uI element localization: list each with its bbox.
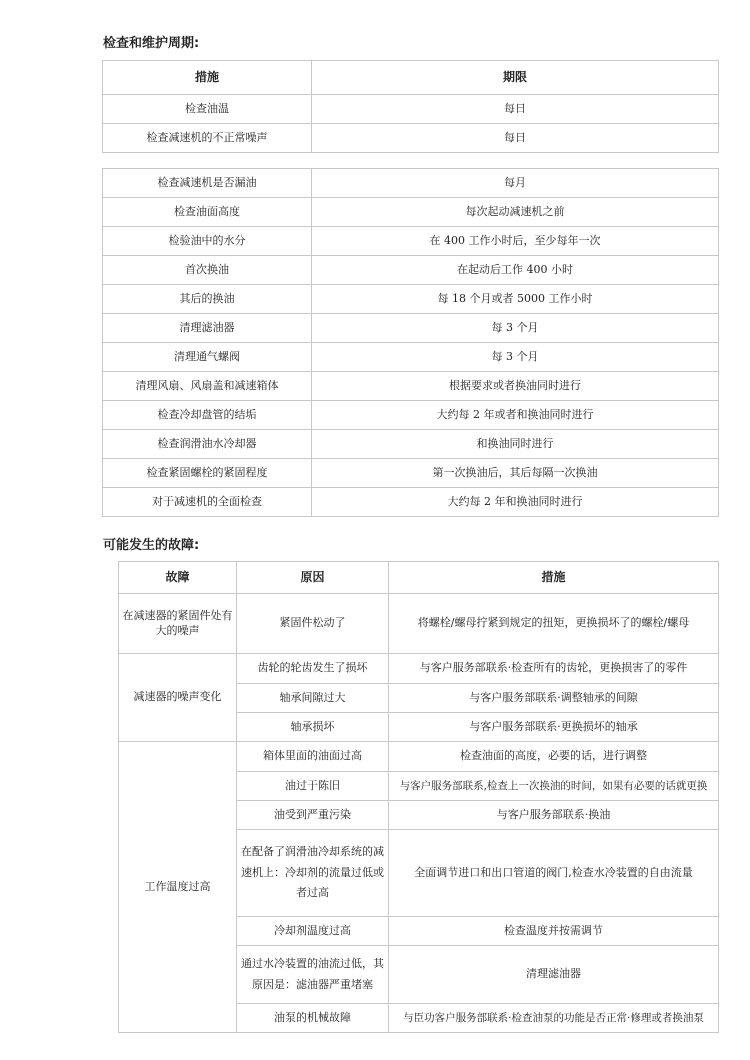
remedy-cell: 与臣功客户服务部联系·检查油泵的功能是否正常·修理或者换油泵 (389, 1004, 719, 1033)
cause-cell: 轴承损坏 (237, 713, 389, 742)
maintenance-table-top (102, 60, 719, 153)
fault-cell: 减速器的噪声变化 (119, 654, 237, 742)
remedy-cell: 与客户服务部联系·换油 (389, 801, 719, 830)
maintenance-table-bottom (102, 168, 719, 517)
measure-cell: 对于减速机的全面检查 (103, 488, 312, 517)
period-cell: 大约每 2 年或者和换油同时进行 (312, 401, 719, 430)
remedy-cell: 与客户服务部联系,检查上一次换油的时间，如果有必要的话就更换 (389, 772, 719, 801)
cause-cell: 齿轮的轮齿发生了损坏 (237, 654, 389, 684)
cause-cell: 轴承间隙过大 (237, 684, 389, 713)
remedy-cell: 与客户服务部联系·更换损坏的轴承 (389, 713, 719, 742)
cause-cell: 油泵的机械故障 (237, 1004, 389, 1033)
faults-table (118, 561, 719, 1033)
period-cell: 和换油同时进行 (312, 430, 719, 459)
cause-cell: 通过水冷装置的油流过低，其原因是：滤油器严重堵塞 (237, 946, 389, 1004)
col-header-remedy: 措施 (389, 562, 719, 594)
section-title-faults: 可能发生的故障: (103, 538, 200, 553)
remedy-cell: 检查油面的高度，必要的话，进行调整 (389, 742, 719, 772)
period-cell: 每月 (312, 169, 719, 198)
col-header-fault: 故障 (119, 562, 237, 594)
period-cell: 在 400 工作小时后，至少每年一次 (312, 227, 719, 256)
cause-cell: 箱体里面的油面过高 (237, 742, 389, 772)
measure-cell: 检查减速机是否漏油 (103, 169, 312, 198)
cause-cell: 冷却剂温度过高 (237, 917, 389, 946)
col-header-measure: 措施 (103, 61, 312, 95)
cause-cell: 油过于陈旧 (237, 772, 389, 801)
measure-cell: 清理风扇、风扇盖和减速箱体 (103, 372, 312, 401)
col-header-period: 期限 (312, 61, 719, 95)
cause-cell: 在配备了润滑油冷却系统的减速机上：冷却剂的流量过低或者过高 (237, 830, 389, 917)
period-cell: 第一次换油后，其后每隔一次换油 (312, 459, 719, 488)
remedy-cell: 检查温度并按需调节 (389, 917, 719, 946)
period-cell: 每日 (312, 95, 719, 124)
measure-cell: 首次换油 (103, 256, 312, 285)
measure-cell: 检查润滑油水冷却器 (103, 430, 312, 459)
col-header-cause: 原因 (237, 562, 389, 594)
period-cell: 每次起动减速机之前 (312, 198, 719, 227)
fault-cell: 工作温度过高 (119, 742, 237, 1033)
cause-cell: 油受到严重污染 (237, 801, 389, 830)
measure-cell: 检查减速机的不正常噪声 (103, 124, 312, 153)
remedy-cell: 清理滤油器 (389, 946, 719, 1004)
measure-cell: 清理滤油器 (103, 314, 312, 343)
remedy-cell: 与客户服务部联系·检查所有的齿轮，更换损害了的零件 (389, 654, 719, 684)
fault-cell: 在减速器的紧固件处有大的噪声 (119, 594, 237, 654)
cause-cell: 紧固件松动了 (237, 594, 389, 654)
measure-cell: 清理通气螺阀 (103, 343, 312, 372)
period-cell: 根据要求或者换油同时进行 (312, 372, 719, 401)
remedy-cell: 全面调节进口和出口管道的阀门,检查水冷装置的自由流量 (389, 830, 719, 917)
period-cell: 每 18 个月或者 5000 工作小时 (312, 285, 719, 314)
period-cell: 大约每 2 年和换油同时进行 (312, 488, 719, 517)
period-cell: 每 3 个月 (312, 343, 719, 372)
measure-cell: 检查紧固螺栓的紧固程度 (103, 459, 312, 488)
measure-cell: 检验油中的水分 (103, 227, 312, 256)
section-title-maintenance: 检查和维护周期: (103, 36, 200, 51)
remedy-cell: 将螺栓/螺母拧紧到规定的扭矩，更换损坏了的螺栓/螺母 (389, 594, 719, 654)
period-cell: 在起动后工作 400 小时 (312, 256, 719, 285)
remedy-cell: 与客户服务部联系·调整轴承的间隙 (389, 684, 719, 713)
period-cell: 每日 (312, 124, 719, 153)
period-cell: 每 3 个月 (312, 314, 719, 343)
measure-cell: 检查冷却盘管的结垢 (103, 401, 312, 430)
measure-cell: 检查油面高度 (103, 198, 312, 227)
measure-cell: 检查油温 (103, 95, 312, 124)
measure-cell: 其后的换油 (103, 285, 312, 314)
